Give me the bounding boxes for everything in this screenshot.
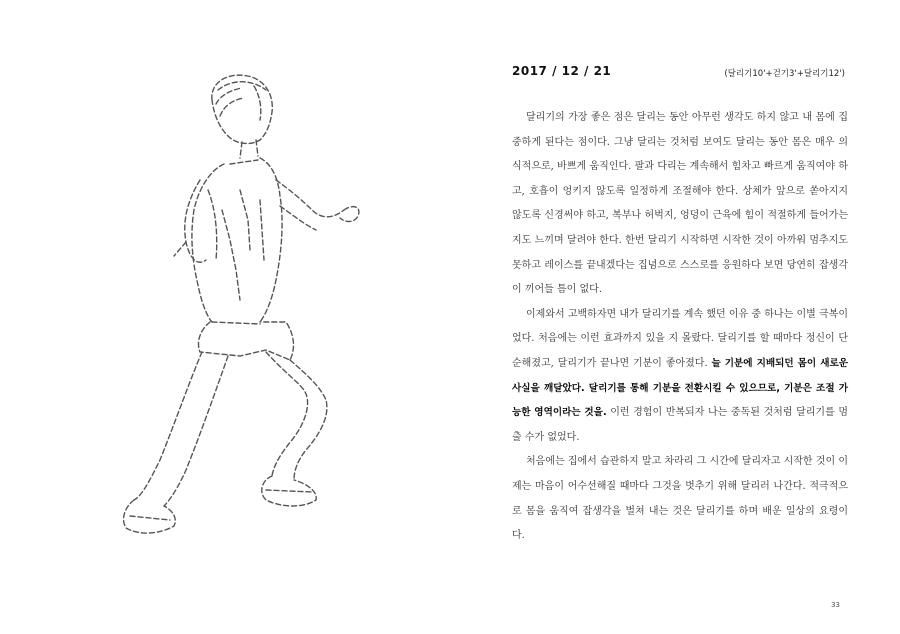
workout-summary: (달리기10'+걷기3'+달리기12')	[724, 69, 845, 79]
right-page	[450, 0, 900, 634]
runner-illustration-icon	[90, 60, 390, 560]
paragraph-2-end: 이런 경험이 반복되자 나는 중독된 것처럼 달리기를 멈출 수가 없었다.	[512, 407, 849, 443]
paragraph-1: 달리기의 가장 좋은 점은 달리는 동안 아무런 생각도 하지 않고 내 몸에 집중하게 된다는 점이다. 그냥 달리는 것처럼 보여도 달리는 동안 몸은 매우 의식적으로, 바쁘게 움직인다. 팔과 다리는 계속해서 힘차고 빠르게 움직여야 하고, 호흡이 엉키지 않도록 일정하게 조절해야 한다. 상체가 앞으로 쏟아지지 않도록 신경써야 하고, 복부나 허벅지, 엉덩이 근육에 힘이 적절하게 들어가는지도 느끼며 달려야 한다. 한번 달리기 시작하면 시작한 것이 아까워 멈추지도 못하고 레이스를 끝내겠다는 집념으로 스스로를 응원하다 보면 당연히 잡생각이 끼어들 틈이 없다.	[512, 112, 848, 296]
paragraph-2-start: 이제와서 고백하자면 내가 달리기를 계속 했던 이유 중 하나는 이별 극복이었다. 처음에는 이런 효과까지 있을 지 몰랐다. 달리기를 할 때마다 정신이 단순해졌고, 달리기가 끝나면 기분이 좋아졌다.	[512, 308, 848, 369]
paragraph-3: 처음에는 집에서 습관하지 말고 차라리 그 시간에 달리자고 시작한 것이 이제는 마음이 어수선해질 때마다 그것을 벗추기 위해 달리러 나간다. 적극적으로 몸을 움직여 잡생각을 벌쳐 내는 것은 달리기를 하며 배운 일상의 요령이다.	[512, 456, 848, 542]
body-text	[512, 106, 848, 549]
page-number: 33	[831, 601, 840, 609]
entry-date: 2017 / 12 / 21	[512, 64, 612, 78]
paragraph-2	[512, 303, 848, 451]
paragraph-2-emphasis: 늘 기분에 지배되던 몸이 새로운 사실을 깨달았다. 달리기를 통해 기분을 전환시킬 수 있으므로, 기분은 조절 가능한 영역이라는 것을.	[512, 357, 848, 419]
